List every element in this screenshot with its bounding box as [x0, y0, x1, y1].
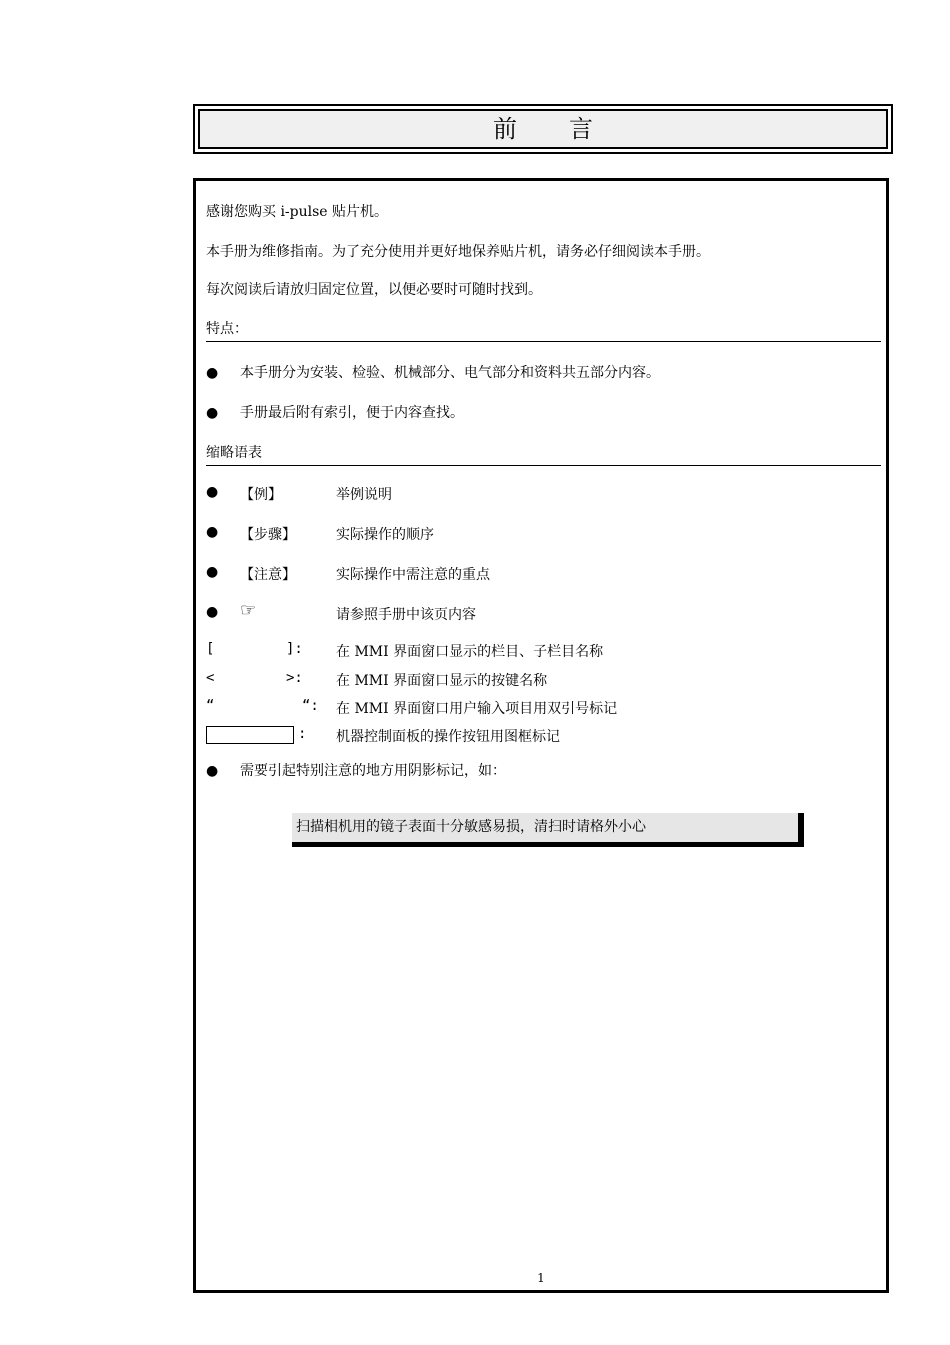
mark-desc: 在 MMI 界面窗口用户输入项目用双引号标记: [336, 701, 618, 717]
feature-item-text: 手册最后附有索引，便于内容查找。: [240, 405, 464, 421]
mark-desc: 机器控制面板的操作按钮用图框标记: [336, 729, 560, 745]
feature-item: [206, 402, 464, 422]
abbreviation-desc: 实际操作的顺序: [336, 527, 434, 543]
mark-right: :: [298, 726, 307, 742]
abbreviation-term: 【步骤】: [240, 527, 296, 543]
shaded-example-box: 扫描相机用的镜子表面十分敏感易损，清扫时请格外小心: [292, 813, 804, 847]
bullet-dot: ●: [206, 604, 219, 620]
content-frame: [193, 178, 889, 1293]
shading-note: [206, 760, 506, 780]
mark-right: >:: [286, 670, 303, 686]
mark-desc: 在 MMI 界面窗口显示的栏目、子栏目名称: [336, 644, 604, 660]
mark-right: ]:: [286, 641, 303, 657]
feature-item-text: 本手册分为安装、检验、机械部分、电气部分和资料共五部分内容。: [240, 365, 660, 381]
abbreviation-term: 【例】: [240, 487, 282, 503]
intro-line-2: 本手册为维修指南。为了充分使用并更好地保养贴片机，请务必仔细阅读本手册。: [206, 244, 710, 260]
pointing-hand-icon: ☞: [240, 600, 257, 621]
abbreviation-desc: 实际操作中需注意的重点: [336, 567, 490, 583]
bullet-dot: ●: [206, 405, 219, 421]
mark-left: “: [206, 698, 215, 714]
feature-item: [206, 362, 660, 382]
features-header: 特点：: [206, 318, 881, 342]
shading-note-text: 需要引起特别注意的地方用阴影标记，如：: [240, 763, 506, 779]
abbreviations-header: 缩略语表: [206, 442, 881, 466]
bullet-dot: ●: [206, 365, 219, 381]
title-frame: [193, 104, 893, 154]
abbreviation-desc: 举例说明: [336, 487, 392, 503]
abbreviation-desc: 请参照手册中该页内容: [336, 607, 476, 623]
button-frame-sample: [206, 726, 294, 744]
bullet-dot: ●: [206, 484, 219, 500]
mark-right: “:: [302, 698, 319, 714]
bullet-dot: ●: [206, 524, 219, 540]
mark-left: <: [206, 670, 215, 686]
abbreviation-term: 【注意】: [240, 567, 296, 583]
page-title: 前言: [198, 109, 888, 149]
mark-row-frame: [206, 726, 706, 746]
bullet-dot: ●: [206, 763, 219, 779]
mark-left: [: [206, 641, 215, 657]
page-number: 1: [537, 1271, 545, 1285]
mark-desc: 在 MMI 界面窗口显示的按键名称: [336, 673, 548, 689]
intro-line-1: 感谢您购买 i-pulse 贴片机。: [206, 204, 389, 220]
intro-line-3: 每次阅读后请放归固定位置，以便必要时可随时找到。: [206, 282, 542, 298]
bullet-dot: ●: [206, 564, 219, 580]
